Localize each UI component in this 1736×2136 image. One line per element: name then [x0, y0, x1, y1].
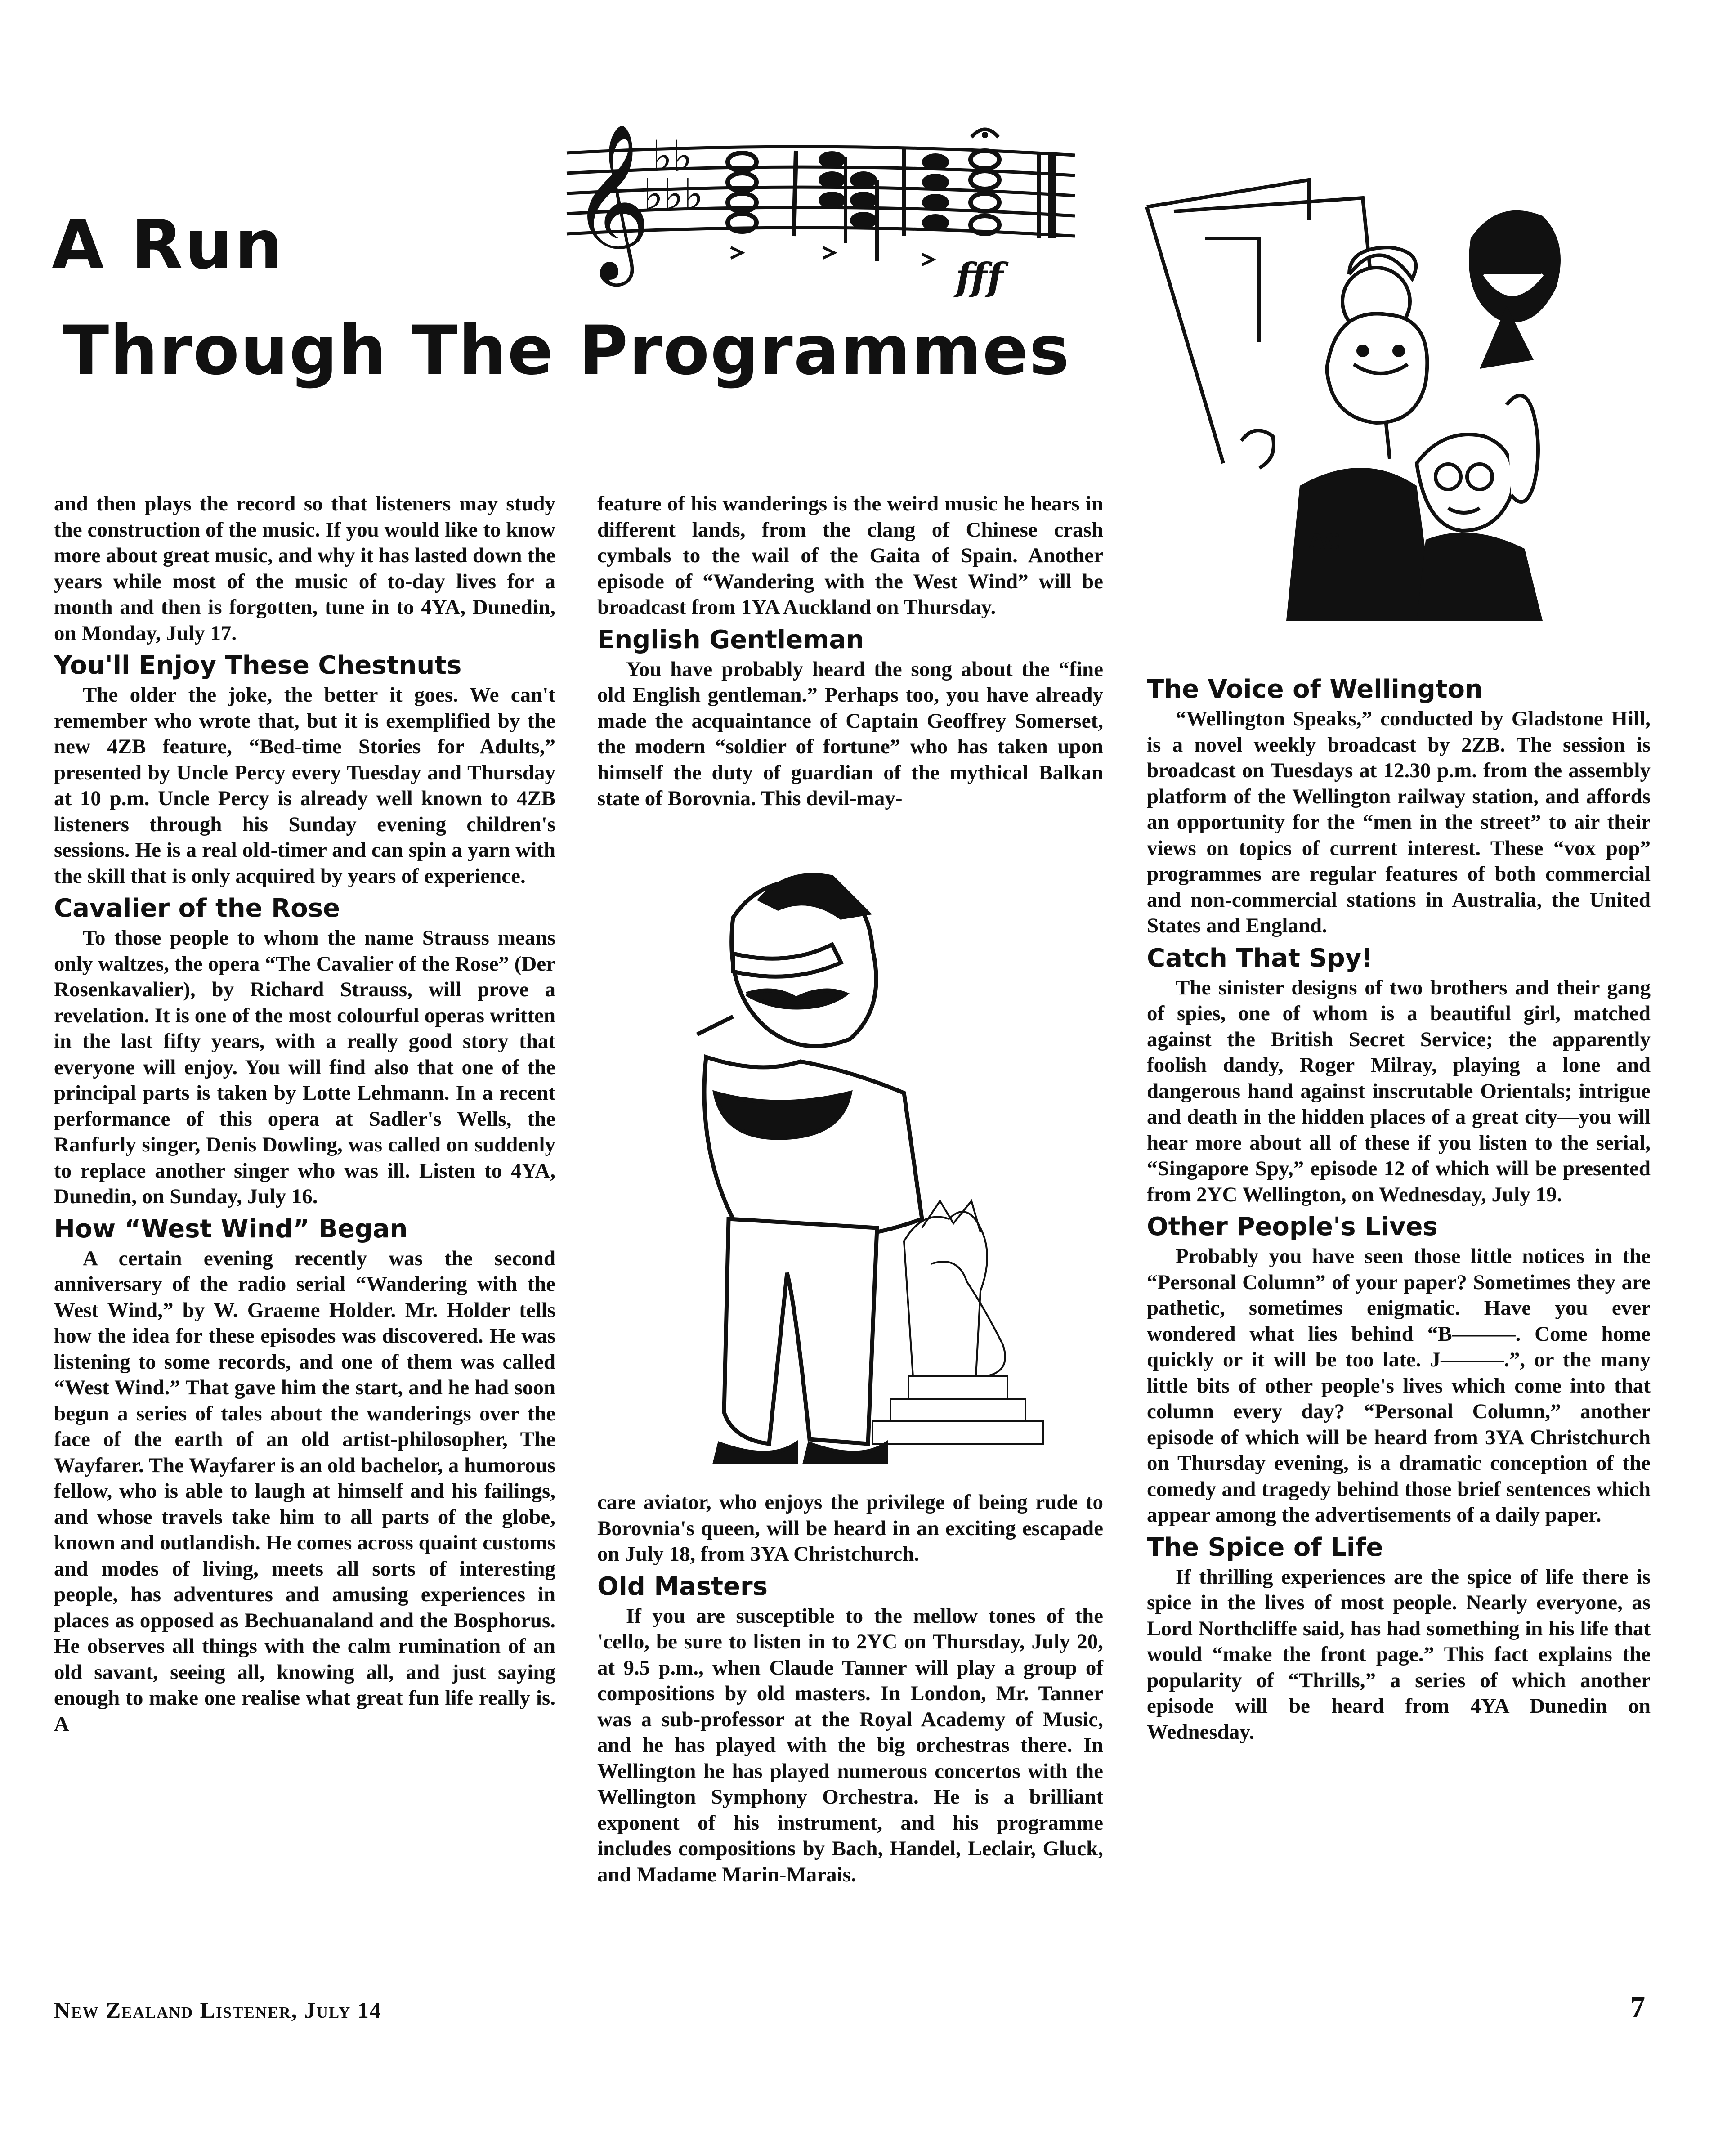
heading-spice-of-life: The Spice of Life	[1147, 1532, 1383, 1562]
article-other-peoples-lives: Probably you have seen those little notices in the “Personal Column” of your paper? Sometimes they are pathetic, sometimes enigmatic. Have you ever wondered what lies behind “B———. Come home quickly or it will be too late. J———.”, or the many little bits of other people's lives which come into that column every day? “Personal Column,” another episode of which will be heard from 3YA Christchurch on Thursday evening, is a dramatic conception of the comedy and tragedy behind those brief sentences which appear among the advertisements of a daily paper.	[1147, 1245, 1651, 1527]
heading-english-gentleman: English Gentleman	[597, 625, 864, 654]
dynamic-marking: fff	[956, 255, 1003, 299]
column-2-intro: feature of his wanderings is the weird music he hears in different lands, from the clang of Chinese crash cymbals to the wail of the Gaita of Spain. Another episode of “Wandering with the West Wind” will be broadcast from 1YA Auckland on Thursday.	[597, 492, 1103, 619]
heading-catch-that-spy: Catch That Spy!	[1147, 943, 1373, 973]
column-2-bottom	[597, 1490, 1103, 1888]
column-3	[1147, 670, 1651, 1745]
article-cavalier: To those people to whom the name Strauss means only waltzes, the opera “The Cavalier of the Rose” (Der Rosenkavalier), by Richard Strauss, will prove a revelation. It is one of the most colourful operas written in the last fifty years, with a really good story that everyone will enjoy. You will find also that one of the principal parts is taken by Lotte Lehmann. In a recent performance of this opera at Sadler's Wells, the Ranfurly singer, Denis Dowling, was called on suddenly to replace another singer who was ill. Listen to 4YA, Dunedin, on Sunday, July 16.	[54, 926, 555, 1208]
heading-chestnuts: You'll Enjoy These Chestnuts	[54, 651, 462, 680]
heading-west-wind: How “West Wind” Began	[54, 1214, 408, 1244]
svg-text:♭♭: ♭♭	[652, 131, 693, 181]
heading-old-masters: Old Masters	[597, 1572, 768, 1601]
heading-voice-of-wellington: The Voice of Wellington	[1147, 675, 1483, 704]
heading-other-peoples-lives: Other People's Lives	[1147, 1212, 1438, 1241]
article-catch-that-spy: The sinister designs of two brothers and their gang of spies, one of whom is a beautiful girl, matched against the British Secret Service; the apparently foolish dandy, Roger Milray, playing a lone and dangerous hand against inscrutable Orientals; intrigue and death in the hidden places of a great city—you will hear more about all of these if you listen to the serial, “Singapore Spy,” episode 12 of which will be presented from 2YC Wellington, on Wednesday, July 19.	[1147, 976, 1651, 1206]
music-staff-illustration	[553, 112, 1084, 301]
illustration-signature: AC	[1309, 529, 1340, 554]
aviator-illustration	[598, 859, 1106, 1489]
english-gentleman-continuation: care aviator, who enjoys the privilege of being rude to Borovnia's queen, will be heard in an exciting escapade on July 18, from 3YA Christchurch.	[597, 1491, 1103, 1566]
article-spice-of-life: If thrilling experiences are the spice of life there is spice in the lives of most people. Nearly everyone, as Lord Northcliffe said, has had something in his life that would “make the front page.” This fact explains the popularity of “Thrills,” a series of which another episode will be heard from 4YA Dunedin on Wednesday.	[1147, 1565, 1651, 1744]
article-english-gentleman: You have probably heard the song about the “fine old English gentleman.” Perhaps too, you have already made the acquaintance of Captain Geoffrey Somerset, the modern “soldier of fortune” who has taken upon himself the duty of guardian of the mythical Balkan state of Borovnia. This devil-may-	[597, 657, 1103, 810]
article-voice-of-wellington: “Wellington Speaks,” conducted by Gladstone Hill, is a novel weekly broadcast by 2ZB. The session is broadcast on Tuesdays at 12.30 p.m. from the assembly platform of the Wellington railway station, and affords an opportunity for the “men in the street” to air their views on topics of current interest. These “vox pop” programmes are regular features of both commercial and non-commercial stations in Australia, the United States and England.	[1147, 707, 1651, 937]
footer-publication: New Zealand Listener, July 14	[54, 1997, 382, 2023]
column-2-top	[597, 491, 1103, 812]
svg-text:𝄞: 𝄞	[571, 122, 651, 279]
article-chestnuts: The older the joke, the better it goes. We can't remember who wrote that, but it is exemplified by the new 4ZB feature, “Bed-time Stories for Adults,” presented by Uncle Percy every Tuesday and Thursday at 10 p.m. Uncle Percy is already well known to 4ZB listeners through his Sunday evening children's sessions. He is a real old-timer and can spin a yarn with the skill that is only acquired by years of experience.	[54, 683, 555, 888]
caricature-illustration	[1138, 171, 1664, 652]
article-west-wind: A certain evening recently was the second anniversary of the radio serial “Wandering with the West Wind,” by W. Graeme Holder. Mr. Holder tells how the idea for these episodes was discovered. He was listening to some records, and one of them was called “West Wind.” That gave him the start, and he had soon begun a series of tales about the wanderings over the face of the earth of an old artist-philosopher, The Wayfarer. The Wayfarer is an old bachelor, a humorous fellow, who is able to laugh at himself and his failings, and whose travels take him to all parts of the globe, known and outlandish. He comes across quaint customs and modes of living, meets all sorts of interesting people, has adventures and amusing experiences in places as opposed as Bechuanaland and the Bosphorus. He observes all things with the calm rumination of an old savant, seeing all, knowing all, and just saying enough to make one realise what great fun life really is. A	[54, 1246, 555, 1736]
page-number: 7	[1630, 1991, 1645, 2024]
column-1	[54, 491, 555, 1737]
column-1-intro: and then plays the record so that listeners may study the construction of the music. If you would like to know more about great music, and why it has lasted down the years while most of the music of to-day lives for a month and then is forgotten, tune in to 4YA, Dunedin, on Monday, July 17.	[54, 492, 555, 645]
svg-text:♭♭♭: ♭♭♭	[643, 170, 704, 219]
title-line-1: A Run	[52, 206, 285, 284]
title-line-2: Through The Programmes	[63, 312, 1070, 390]
heading-cavalier: Cavalier of the Rose	[54, 894, 340, 923]
article-old-masters: If you are susceptible to the mellow tones of the 'cello, be sure to listen in to 2YC on Thursday, July 20, at 9.5 p.m., when Claude Tanner will play a group of compositions by old masters. In London, Mr. Tanner was a sub-professor at the Royal Academy of Music, and he has played with the big orchestras there. In Wellington he has played numerous concertos with the Wellington Symphony Orchestra. He is a brilliant exponent of his instrument, and his programme includes compositions by Bach, Handel, Leclair, Gluck, and Madame Marin-Marais.	[597, 1604, 1103, 1886]
